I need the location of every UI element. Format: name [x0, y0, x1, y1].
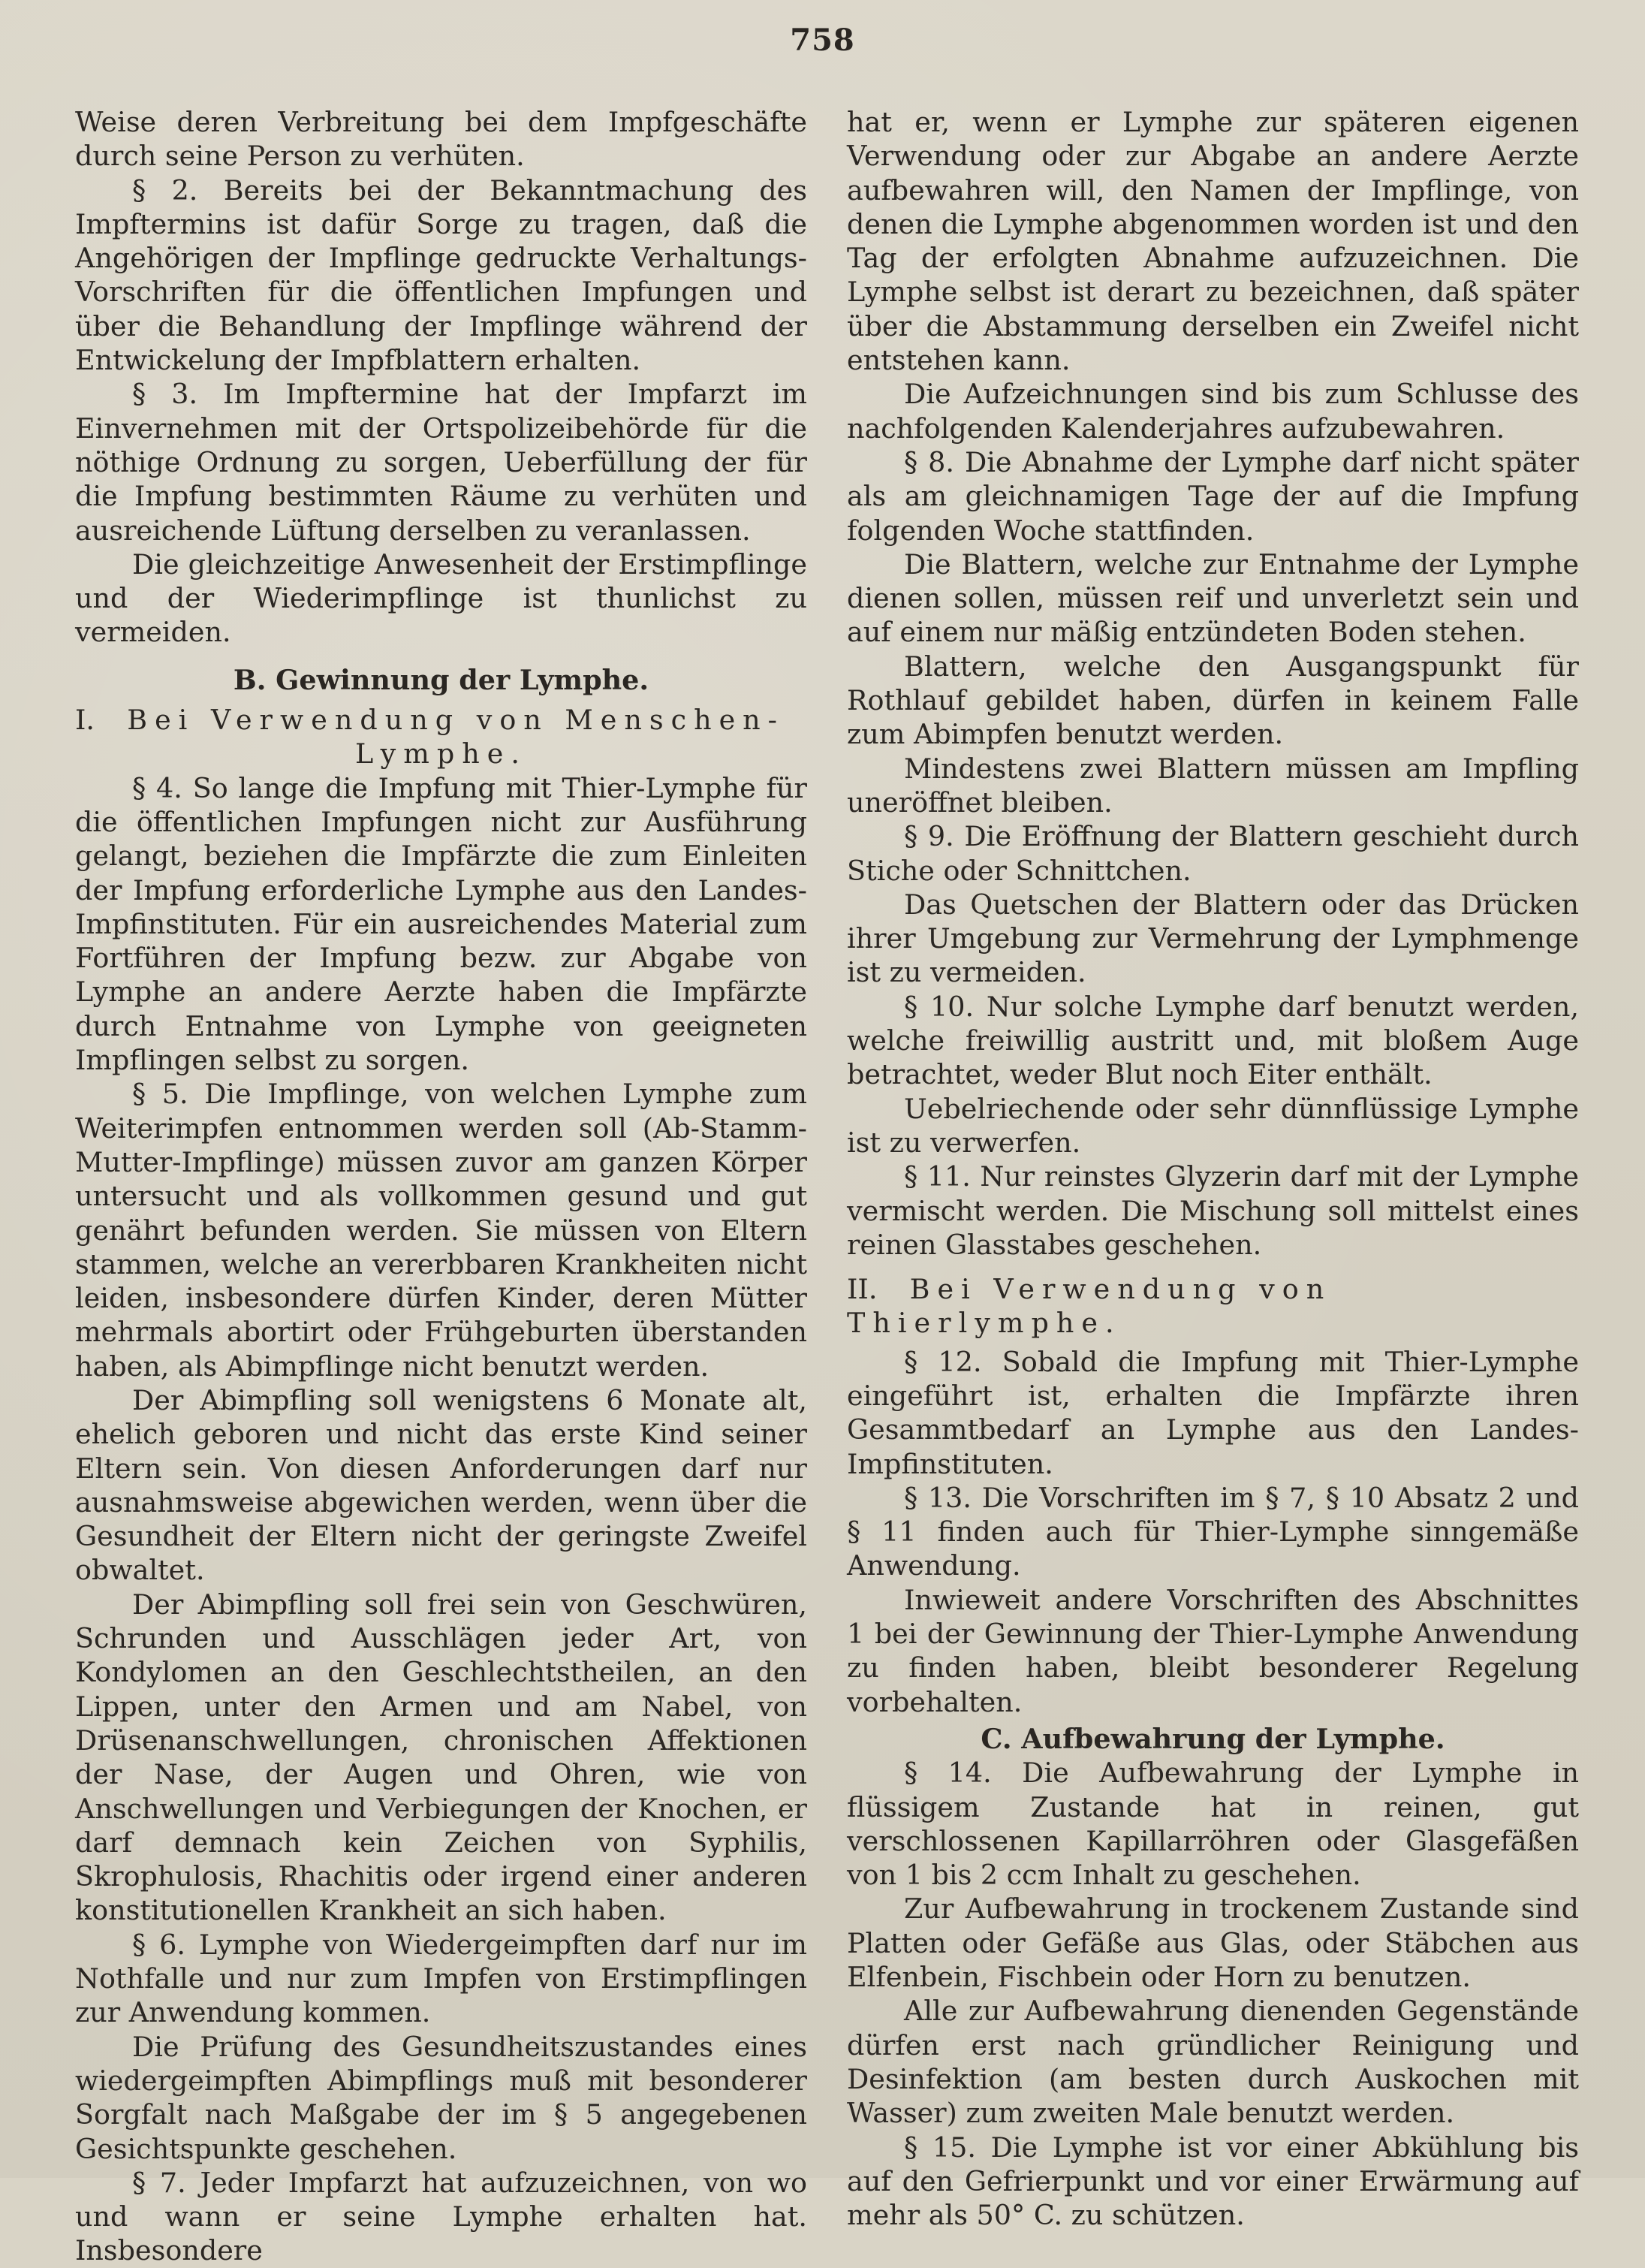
- paragraph-section-5: § 5. Die Impflinge, von welchen Lymphe zum Weiterimpfen entnommen werden soll (Ab-Stamm-Mutter-Impflinge) müssen zuvor am ganzen Körper untersucht und als vollkommen gesund und gut genährt befunden werden. Sie müssen von Eltern stammen, welche an vererbbaren Krankheiten nicht leiden, insbesondere dürfen Kinder, deren Mütter mehrmals abortirt oder Frühgeburten überstanden haben, als Abimpflinge nicht benutzt werden.: [75, 1078, 807, 1383]
- paragraph-section-2: § 2. Bereits bei der Bekanntmachung des Impftermins ist dafür Sorge zu tragen, daß die Angehörigen der Impflinge gedruckte Verhaltungs-Vorschriften für die öffentlichen Impfungen und über die Behandlung der Impflinge während der Entwickelung der Impfblattern erhalten.: [75, 173, 807, 377]
- paragraph: Alle zur Aufbewahrung dienenden Gegenstände dürfen erst nach gründlicher Reinigung und Desinfektion (am besten durch Auskochen mit Wasser) zum zweiten Male benutzt werden.: [847, 1995, 1579, 2130]
- paragraph-section-4: § 4. So lange die Impfung mit Thier-Lymphe für die öffentlichen Impfungen nicht zur Ausführung gelangt, beziehen die Impfärzte die zum Einleiten der Impfung erforderliche Lymphe aus den Landes-Impfinstituten. Für ein ausreichendes Material zum Fortführen der Impfung bezw. zur Abgabe von Lymphe an andere Aerzte haben die Impfärzte durch Entnahme von Lymphe von geeigneten Impflingen selbst zu sorgen.: [75, 771, 807, 1077]
- paragraph: Weise deren Verbreitung bei dem Impfgeschäfte durch seine Person zu verhüten.: [75, 106, 807, 173]
- paragraph-section-11: § 11. Nur reinstes Glyzerin darf mit der Lymphe vermischt werden. Die Mischung soll mittelst eines reinen Glasstabes geschehen.: [847, 1160, 1579, 1261]
- paragraph: Mindestens zwei Blattern müssen am Impfling uneröffnet bleiben.: [847, 752, 1579, 819]
- paragraph-section-9: § 9. Die Eröffnung der Blattern geschieht durch Stiche oder Schnittchen.: [847, 820, 1579, 887]
- subsection-title: Bei Verwendung von Thierlymphe.: [847, 1273, 1332, 1340]
- paragraph: Die Aufzeichnungen sind bis zum Schlusse des nachfolgenden Kalenderjahres aufzubewahren.: [847, 378, 1579, 445]
- paragraph-section-15: § 15. Die Lymphe ist vor einer Abkühlung bis auf den Gefrierpunkt und vor einer Erwärmung auf mehr als 50° C. zu schützen.: [847, 2131, 1579, 2232]
- paragraph: Inwieweit andere Vorschriften des Abschnittes 1 bei der Gewinnung der Thier-Lymphe Anwendung zu finden haben, bleibt besonderer Regelung vorbehalten.: [847, 1583, 1579, 1718]
- paragraph: hat er, wenn er Lymphe zur späteren eigenen Verwendung oder zur Abgabe an andere Aerzte aufbewahren will, den Namen der Impflinge, von denen die Lymphe abgenommen worden ist und den Tag der erfolgten Abnahme aufzuzeichnen. Die Lymphe selbst ist derart zu bezeichnen, daß später über die Abstammung derselben ein Zweifel nicht entstehen kann.: [847, 106, 1579, 377]
- paragraph: Blattern, welche den Ausgangspunkt für Rothlauf gebildet haben, dürfen in keinem Falle zum Abimpfen benutzt werden.: [847, 650, 1579, 751]
- paragraph-section-3: § 3. Im Impftermine hat der Impfarzt im Einvernehmen mit der Ortspolizeibehörde für die nöthige Ordnung zu sorgen, Ueberfüllung der für die Impfung bestimmten Räume zu verhüten und ausreichende Lüftung derselben zu veranlassen.: [75, 378, 807, 547]
- paragraph-section-6: § 6. Lymphe von Wiedergeimpften darf nur im Nothfalle und nur zum Impfen von Erstimpflingen zur Anwendung kommen.: [75, 1928, 807, 2029]
- paragraph: Das Quetschen der Blattern oder das Drücken ihrer Umgebung zur Vermehrung der Lymphmenge ist zu vermeiden.: [847, 888, 1579, 989]
- paragraph: Zur Aufbewahrung in trockenem Zustande sind Platten oder Gefäße aus Glas, oder Stäbchen aus Elfenbein, Fischbein oder Horn zu benutzen.: [847, 1893, 1579, 1994]
- left-column: [75, 105, 807, 2268]
- subsection-heading-ii: [847, 1262, 1579, 1345]
- paragraph-section-13: § 13. Die Vorschriften im § 7, § 10 Absatz 2 und § 11 finden auch für Thier-Lymphe sinngemäße Anwendung.: [847, 1481, 1579, 1582]
- subsection-title: Bei Verwendung von Menschen-: [127, 704, 785, 737]
- right-column: [847, 105, 1579, 2232]
- paragraph: Die Blattern, welche zur Entnahme der Lymphe dienen sollen, müssen reif und unverletzt sein und auf einem nur mäßig entzündeten Boden stehen.: [847, 547, 1579, 649]
- paragraph-section-7: § 7. Jeder Impfarzt hat aufzuzeichnen, von wo und wann er seine Lymphe erhalten hat. Insbesondere: [75, 2166, 807, 2267]
- paragraph-section-8: § 8. Die Abnahme der Lymphe darf nicht später als am gleichnamigen Tage der auf die Impfung folgenden Woche stattfinden.: [847, 445, 1579, 547]
- paragraph: Der Abimpfling soll frei sein von Geschwüren, Schrunden und Ausschlägen jeder Art, von Kondylomen an den Geschlechtstheilen, an den Lippen, unter den Armen und am Nabel, von Drüsenanschwellungen, chronischen Affektionen der Nase, der Augen und Ohren, wie von Anschwellungen und Verbiegungen der Knochen, er darf demnach kein Zeichen von Syphilis, Skrophulosis, Rhachitis oder irgend einer anderen konstitutionellen Krankheit an sich haben.: [75, 1588, 807, 1927]
- subsection-heading-i: [75, 703, 807, 737]
- subsection-number: II.: [847, 1273, 878, 1306]
- paragraph-section-14: § 14. Die Aufbewahrung der Lymphe in flüssigem Zustande hat in reinen, gut verschlossenen Kapillarröhren oder Glasgefäßen von 1 bis 2 ccm Inhalt zu geschehen.: [847, 1757, 1579, 1892]
- paragraph: Uebelriechende oder sehr dünnflüssige Lymphe ist zu verwerfen.: [847, 1092, 1579, 1159]
- subsection-number: I.: [75, 704, 95, 737]
- section-heading-b: B. Gewinnung der Lymphe.: [233, 663, 649, 696]
- paragraph: Der Abimpfling soll wenigstens 6 Monate alt, ehelich geboren und nicht das erste Kind seiner Eltern sein. Von diesen Anforderungen darf nur ausnahmsweise abgewichen werden, wenn über die Gesundheit der Eltern nicht der geringste Zweifel obwaltet.: [75, 1383, 807, 1587]
- subsection-heading-i-cont: Lymphe.: [355, 737, 527, 771]
- section-heading-c: C. Aufbewahrung der Lymphe.: [981, 1722, 1445, 1755]
- page-number: 758: [790, 23, 855, 58]
- paragraph: Die gleichzeitige Anwesenheit der Erstimpflinge und der Wiederimpflinge ist thunlichst zu vermeiden.: [75, 547, 807, 649]
- paragraph-section-10: § 10. Nur solche Lymphe darf benutzt werden, welche freiwillig austritt und, mit bloßem Auge betrachtet, weder Blut noch Eiter enthält.: [847, 990, 1579, 1091]
- paragraph: Die Prüfung des Gesundheitszustandes eines wiedergeimpften Abimpflings muß mit besonderer Sorgfalt nach Maßgabe der im § 5 angegebenen Gesichtspunkte geschehen.: [75, 2030, 807, 2165]
- paragraph-section-12: § 12. Sobald die Impfung mit Thier-Lymphe eingeführt ist, erhalten die Impfärzte ihren Gesammtbedarf an Lymphe aus den Landes-Impfinstituten.: [847, 1345, 1579, 1480]
